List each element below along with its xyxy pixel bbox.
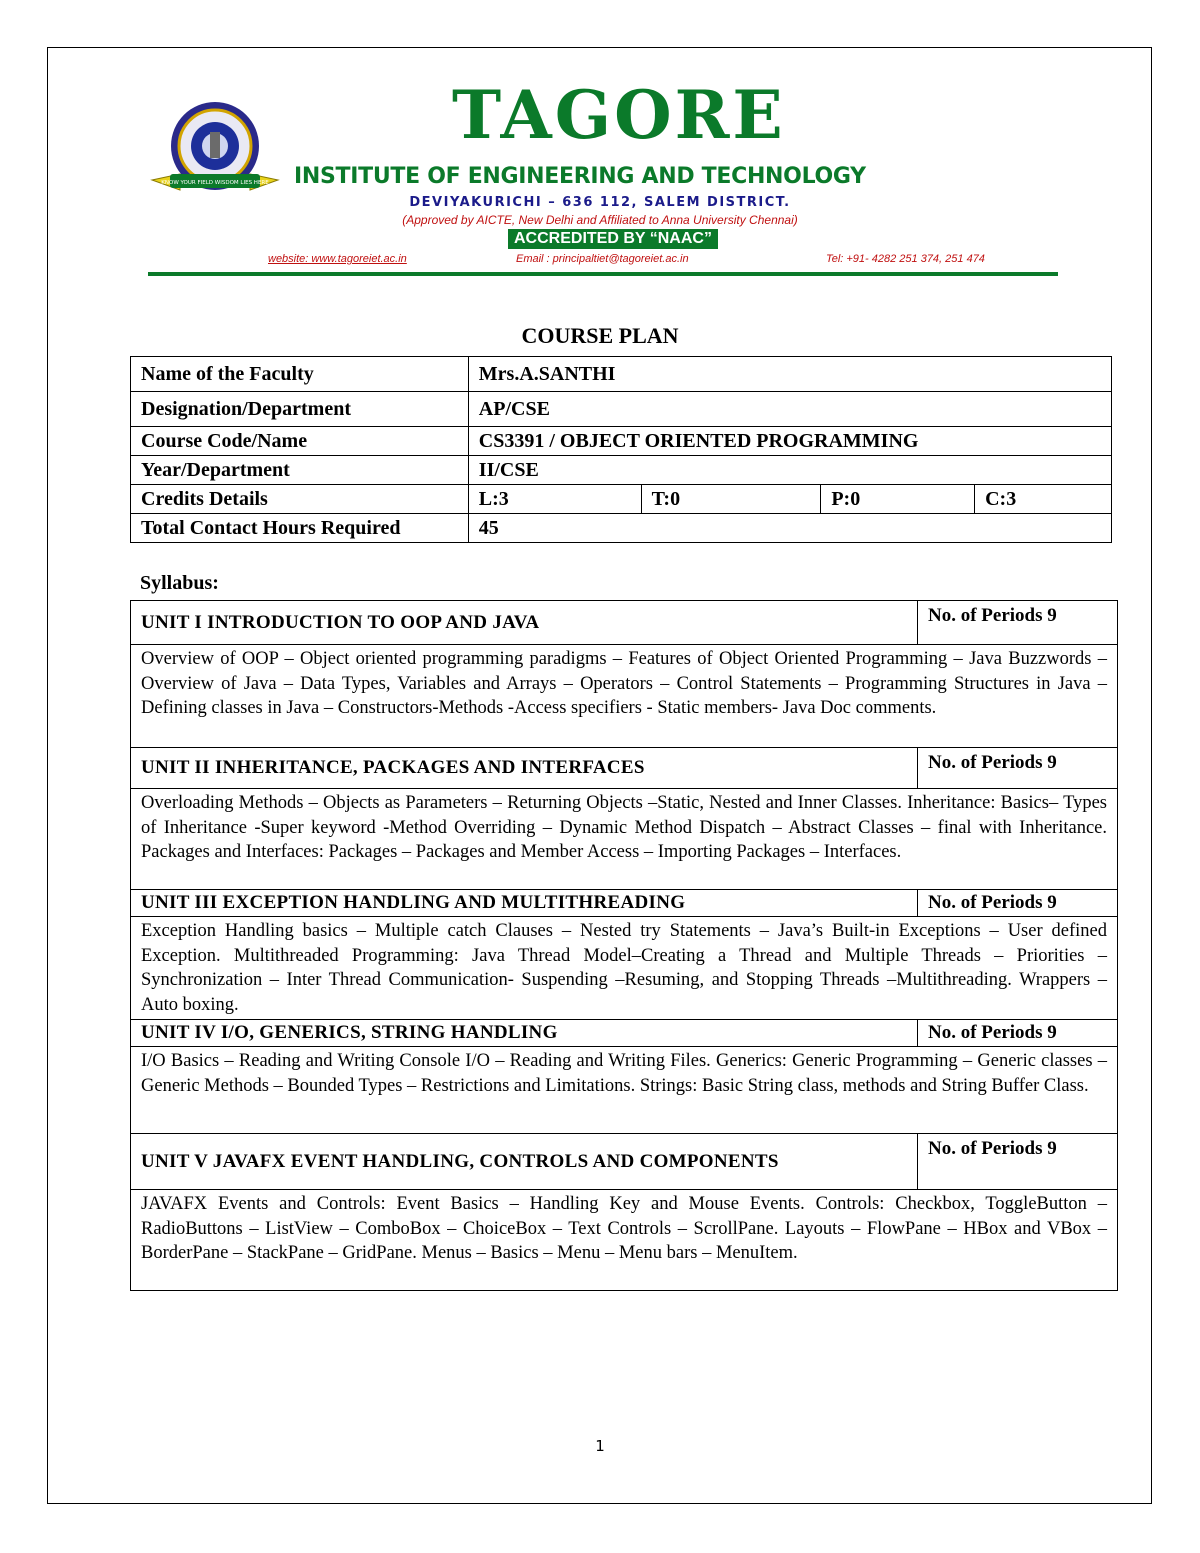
table-row [131, 514, 1112, 543]
unit-content-row [131, 789, 1118, 890]
table-row [131, 456, 1112, 485]
institute-logo [150, 100, 280, 200]
course-label: Course Code/Name [131, 427, 469, 456]
faculty-label: Name of the Faculty [131, 357, 469, 392]
unit-4-periods: No. of Periods 9 [918, 1020, 1118, 1047]
unit-content-row [131, 917, 1118, 1020]
unit-content-row [131, 1047, 1118, 1134]
unit-header-row [131, 601, 1118, 645]
unit-4-title: UNIT IV I/O, GENERICS, STRING HANDLING [131, 1020, 918, 1047]
unit-5-content: JAVAFX Events and Controls: Event Basics – Handling Key and Mouse Events. Controls: Checkbox, ToggleButton – RadioButtons – ListView – ComboBox – ChoiceBox – Text Controls – ScrollPane. Layouts – FlowPane – HBox and VBox – BorderPane – StackPane – GridPane. Menus – Basics – Menu – Menu bars – MenuItem. [131, 1190, 1118, 1291]
unit-content-row [131, 645, 1118, 748]
email-link[interactable]: Email : principaltiet@tagoreiet.ac.in [516, 253, 689, 265]
designation-value: AP/CSE [468, 392, 1111, 427]
institute-address: DEVIYAKURICHI – 636 112, SALEM DISTRICT. [409, 195, 791, 210]
svg-text:KNOW YOUR FIELD WISDOM LIES HE: KNOW YOUR FIELD WISDOM LIES HERE [161, 180, 269, 186]
table-row [131, 357, 1112, 392]
table-row [131, 392, 1112, 427]
unit-3-content: Exception Handling basics – Multiple catch Clauses – Nested try Statements – Java’s Built-in Exceptions – User defined Exception. Multithreaded Programming: Java Thread Model–Creating a Thread and Multiple Threads – Priorities – Synchronization – Inter Thread Communication- Suspending –Resuming, and Stopping Threads –Multithreading. Wrappers – Auto boxing. [131, 917, 1118, 1020]
unit-header-row [131, 1020, 1118, 1047]
unit-content-row [131, 1190, 1118, 1291]
syllabus-label: Syllabus: [140, 572, 219, 594]
table-row [131, 427, 1112, 456]
unit-1-title: UNIT I INTRODUCTION TO OOP AND JAVA [131, 601, 918, 645]
unit-2-title: UNIT II INHERITANCE, PACKAGES AND INTERFACES [131, 748, 918, 789]
page-title: COURSE PLAN [521, 323, 679, 348]
telephone: Tel: +91- 4282 251 374, 251 474 [826, 253, 985, 265]
accreditation-badge: ACCREDITED BY “NAAC” [508, 229, 718, 249]
institute-name: INSTITUTE OF ENGINEERING AND TECHNOLOGY [294, 164, 866, 189]
unit-1-periods: No. of Periods 9 [918, 601, 1118, 645]
unit-5-title: UNIT V JAVAFX EVENT HANDLING, CONTROLS AND COMPONENTS [131, 1134, 918, 1190]
designation-label: Designation/Department [131, 392, 469, 427]
hours-label: Total Contact Hours Required [131, 514, 469, 543]
brand-name: TAGORE [452, 76, 786, 154]
page-number: 1 [595, 1437, 605, 1455]
unit-header-row [131, 1134, 1118, 1190]
approval-note: (Approved by AICTE, New Delhi and Affiliated to Anna University Chennai) [402, 213, 798, 227]
unit-header-row [131, 890, 1118, 917]
website-link[interactable]: website: www.tagoreiet.ac.in [268, 253, 407, 265]
unit-5-periods: No. of Periods 9 [918, 1134, 1118, 1190]
hours-value: 45 [468, 514, 1111, 543]
course-info-table [130, 356, 1112, 543]
unit-3-title: UNIT III EXCEPTION HANDLING AND MULTITHREADING [131, 890, 918, 917]
credits-total: C:3 [975, 485, 1112, 514]
header-divider [148, 272, 1058, 276]
unit-1-content: Overview of OOP – Object oriented programming paradigms – Features of Object Oriented Programming – Java Buzzwords – Overview of Java – Data Types, Variables and Arrays – Operators – Control Statements – Programming Structures in Java – Defining classes in Java – Constructors-Methods -Access specifiers - Static members- Java Doc comments. [131, 645, 1118, 748]
faculty-value: Mrs.A.SANTHI [468, 357, 1111, 392]
unit-2-periods: No. of Periods 9 [918, 748, 1118, 789]
unit-4-content: I/O Basics – Reading and Writing Console I/O – Reading and Writing Files. Generics: Generic Programming – Generic classes – Generic Methods – Bounded Types – Restrictions and Limitations. Strings: Basic String class, methods and String Buffer Class. [131, 1047, 1118, 1134]
credits-practical: P:0 [821, 485, 975, 514]
unit-2-content: Overloading Methods – Objects as Parameters – Returning Objects –Static, Nested and Inner Classes. Inheritance: Basics– Types of Inheritance -Super keyword -Method Overriding – Dynamic Method Dispatch – Abstract Classes – final with Inheritance. Packages and Interfaces: Packages – Packages and Member Access – Importing Packages – Interfaces. [131, 789, 1118, 890]
unit-header-row [131, 748, 1118, 789]
syllabus-table [130, 600, 1118, 1291]
year-value: II/CSE [468, 456, 1111, 485]
credits-label: Credits Details [131, 485, 469, 514]
course-value: CS3391 / OBJECT ORIENTED PROGRAMMING [468, 427, 1111, 456]
table-row [131, 485, 1112, 514]
credits-tutorial: T:0 [641, 485, 821, 514]
unit-3-periods: No. of Periods 9 [918, 890, 1118, 917]
credits-lecture: L:3 [468, 485, 641, 514]
year-label: Year/Department [131, 456, 469, 485]
